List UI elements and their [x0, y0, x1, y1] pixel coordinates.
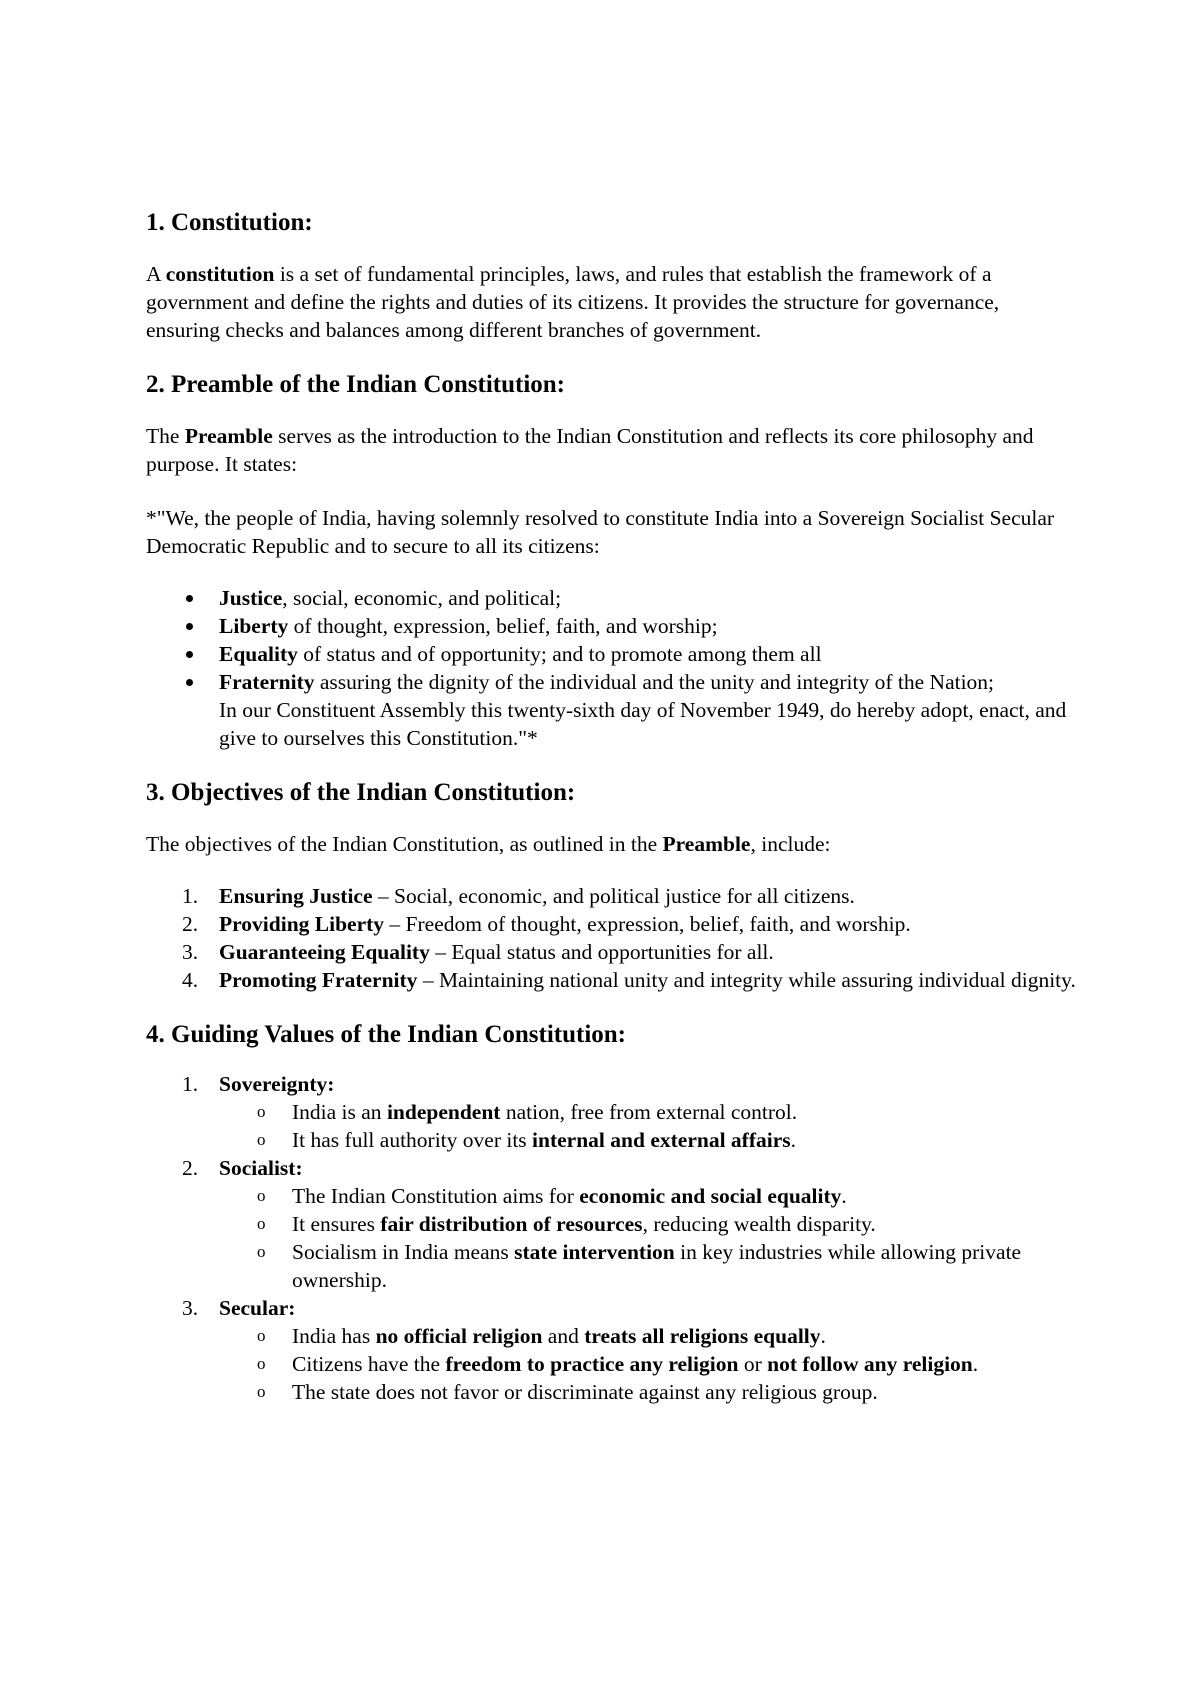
text: and: [542, 1324, 585, 1348]
value-title: Secular:: [219, 1296, 296, 1320]
paragraph: [146, 830, 1076, 858]
sub-list-item: [219, 1098, 1076, 1126]
value-title: Socialist:: [219, 1156, 303, 1180]
text: .: [841, 1184, 847, 1208]
section-preamble: [146, 370, 1076, 752]
bold-term: no official religion: [375, 1324, 543, 1348]
circle-bullet-icon: o: [257, 1326, 266, 1345]
sub-list-item: [219, 1322, 1076, 1350]
bold-term: economic and social equality: [579, 1184, 842, 1208]
bold-term: not follow any religion: [767, 1352, 973, 1376]
text: It has full authority over its: [292, 1128, 533, 1152]
text: or: [738, 1352, 768, 1376]
section-constitution: [146, 208, 1076, 344]
text: serves as the introduction to the Indian Constitution and reflects its core philosophy and purpose. It states:: [146, 424, 1034, 476]
circle-bullet-icon: o: [257, 1102, 266, 1121]
list-item: [146, 668, 1076, 752]
bold-term: state intervention: [514, 1240, 675, 1264]
text: of thought, expression, belief, faith, and worship;: [288, 614, 718, 638]
text: – Social, economic, and political justice for all citizens.: [372, 884, 855, 908]
bold-term: Promoting Fraternity: [219, 968, 418, 992]
bold-term: internal and external affairs: [532, 1128, 791, 1152]
preamble-quote: *"We, the people of India, having solemnly resolved to constitute India into a Sovereign Socialist Secular Democratic Republic and to secure to all its citizens:: [146, 506, 1055, 558]
objectives-list: [146, 882, 1076, 994]
sub-list-item: [219, 1182, 1076, 1210]
section-guiding-values: [146, 1020, 1076, 1406]
sub-list-item: [219, 1378, 1076, 1406]
circle-bullet-icon: o: [257, 1186, 266, 1205]
list-item: [146, 966, 1076, 994]
text: in key industries while allowing private ownership.: [292, 1240, 1022, 1292]
list-number: 2.: [182, 1156, 199, 1180]
preamble-bullet-list: [146, 584, 1076, 752]
list-item: [146, 640, 1076, 668]
text: assuring the dignity of the individual and the unity and integrity of the Nation;: [314, 670, 995, 694]
circle-bullet-icon: o: [257, 1130, 266, 1149]
bold-term: Fraternity: [219, 670, 315, 694]
list-item: [146, 1154, 1076, 1294]
text: It ensures: [292, 1212, 381, 1236]
bold-term: fair distribution of resources: [380, 1212, 643, 1236]
list-item: [146, 1294, 1076, 1406]
text: Citizens have the: [292, 1352, 446, 1376]
bold-term: Providing Liberty: [219, 912, 385, 936]
guiding-values-list: [146, 1070, 1076, 1406]
text: India has: [292, 1324, 376, 1348]
list-number: 3.: [182, 1296, 199, 1320]
sub-list: [219, 1098, 1076, 1154]
bold-term: constitution: [165, 262, 275, 286]
text: nation, free from external control.: [500, 1100, 798, 1124]
section-heading: 3. Objectives of the Indian Constitution:: [146, 779, 576, 806]
sub-list-item: [219, 1238, 1076, 1294]
bold-term: freedom to practice any religion: [445, 1352, 739, 1376]
bold-term: Equality: [219, 642, 298, 666]
list-number: 3.: [182, 940, 199, 964]
text: The Indian Constitution aims for: [292, 1184, 580, 1208]
paragraph: [146, 260, 1076, 344]
text: of status and of opportunity; and to promote among them all: [297, 642, 822, 666]
bold-term: Guaranteeing Equality: [219, 940, 430, 964]
list-number: 1.: [182, 1072, 199, 1096]
text: Socialism in India means: [292, 1240, 515, 1264]
text: , social, economic, and political;: [282, 586, 562, 610]
list-number: 2.: [182, 912, 199, 936]
text: The objectives of the Indian Constitution, as outlined in the: [146, 832, 663, 856]
text: The state does not favor or discriminate against any religious group.: [292, 1380, 878, 1404]
text: India is an: [292, 1100, 387, 1124]
section-objectives: [146, 778, 1076, 994]
list-item: [146, 1070, 1076, 1154]
bold-term: Ensuring Justice: [219, 884, 373, 908]
list-item: [146, 612, 1076, 640]
list-item: [146, 882, 1076, 910]
text: .: [820, 1324, 826, 1348]
bold-term: treats all religions equally: [584, 1324, 821, 1348]
sub-list: [219, 1322, 1076, 1406]
sub-list-item: [219, 1210, 1076, 1238]
list-item: [146, 910, 1076, 938]
section-heading: 1. Constitution:: [146, 209, 313, 236]
bold-term: Preamble: [662, 832, 751, 856]
bold-term: independent: [386, 1100, 501, 1124]
list-item: [146, 938, 1076, 966]
sub-list-item: [219, 1350, 1076, 1378]
text: – Freedom of thought, expression, belief, faith, and worship.: [384, 912, 911, 936]
bold-term: Justice: [219, 586, 283, 610]
sub-list: [219, 1182, 1076, 1294]
list-item: [146, 584, 1076, 612]
list-number: 4.: [182, 968, 199, 992]
circle-bullet-icon: o: [257, 1214, 266, 1233]
text: A: [146, 262, 166, 286]
paragraph: [146, 422, 1076, 478]
text: – Maintaining national unity and integrity while assuring individual dignity.: [417, 968, 1076, 992]
list-number: 1.: [182, 884, 199, 908]
text: The: [146, 424, 185, 448]
bold-term: Preamble: [184, 424, 273, 448]
text: , reducing wealth disparity.: [642, 1212, 876, 1236]
circle-bullet-icon: o: [257, 1242, 266, 1261]
text: .: [790, 1128, 796, 1152]
text: – Equal status and opportunities for all.: [429, 940, 774, 964]
sub-list-item: [219, 1126, 1076, 1154]
text: .: [972, 1352, 979, 1376]
document-page: [146, 208, 1076, 1432]
section-heading: 4. Guiding Values of the Indian Constitution:: [146, 1021, 627, 1048]
circle-bullet-icon: o: [257, 1354, 266, 1373]
value-title: Sovereignty:: [219, 1072, 335, 1096]
bold-term: Liberty: [219, 614, 289, 638]
text: is a set of fundamental principles, laws, and rules that establish the framework of a government and define the rights and duties of its citizens. It provides the structure for governance, ensuring checks and balances among different branches of government.: [146, 262, 1000, 342]
section-heading: 2. Preamble of the Indian Constitution:: [146, 371, 566, 398]
text: , include:: [750, 832, 831, 856]
circle-bullet-icon: o: [257, 1382, 266, 1401]
preamble-closing: In our Constituent Assembly this twenty-sixth day of November 1949, do hereby adopt, enact, and give to ourselves this Constitution."*: [219, 698, 1067, 750]
